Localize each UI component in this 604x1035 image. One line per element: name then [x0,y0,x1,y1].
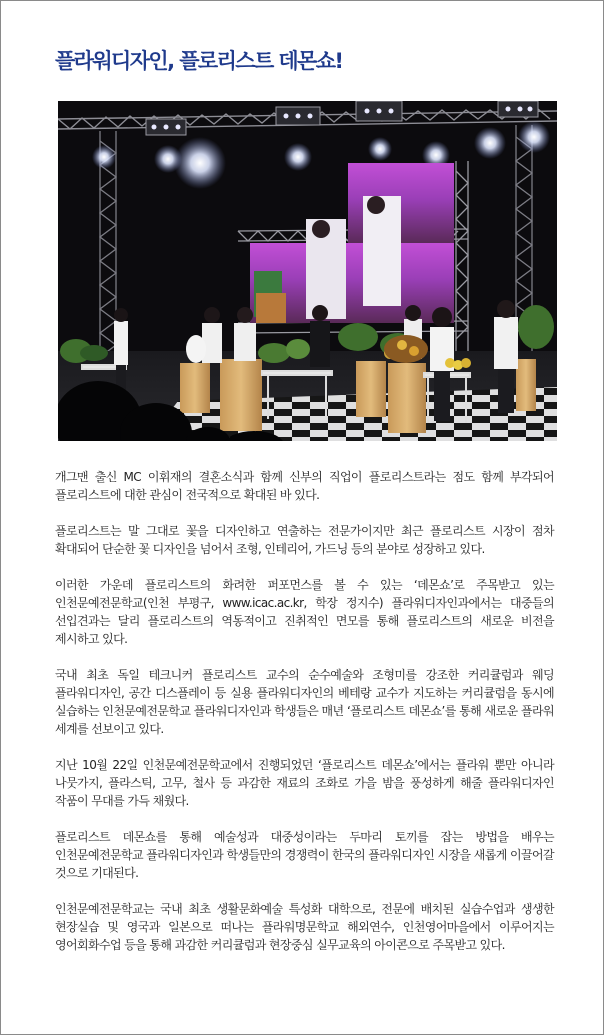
article-paragraph: 개그맨 출신 MC 이휘재의 결혼소식과 함께 신부의 직업이 플로리스트라는 점도 함께 부각되어 플로리스트에 대한 관심이 전국적으로 확대된 바 있다. [55,470,554,502]
stage-photo [58,101,557,441]
article-title: 플라워디자인, 플로리스트 데몬쇼! [55,49,343,73]
article-paragraph: 지난 10월 22일 인천문예전문학교에서 진행되었던 ‘플로리스트 데몬쇼’에서는 플라워 뿐만 아니라 나뭇가지, 플라스틱, 고무, 철사 등 과감한 재료의 조화로 가을 밤을 풍성하게 해줄 플라워디자인 작품이 무대를 가득 채웠다. [55,758,554,808]
article-paragraph: 플로리스트 데몬쇼를 통해 예술성과 대중성이라는 두마리 토끼를 잡는 방법을 배우는 인천문예전문학교 플라워디자인과 학생들만의 경쟁력이 한국의 플라워디자인 시장을 새롭게 이끌어갈 것으로 기대된다. [55,830,554,880]
article-body [55,468,554,972]
article-paragraph: 국내 최초 독일 테크니커 플로리스트 교수의 순수예술와 조형미를 강조한 커리큘럼과 웨딩 플라워디자인, 공간 디스플레이 등 실용 플라워디자인의 베테랑 교수가 지도하는 커리큘럼을 동시에 실습하는 인천문예전문학교 플라워디자인과 학생들은 매년 ‘플로리스트 데몬쇼’를 통해 새로운 플라워 세계를 선보이고 있다. [55,668,554,736]
article-paragraph: 플로리스트는 말 그대로 꽃을 디자인하고 연출하는 전문가이지만 최근 플로리스트 시장이 점차 확대되어 단순한 꽃 디자인을 넘어서 조형, 인테리어, 가드닝 등의 분야로 성장하고 있다. [55,524,554,556]
article-paragraph: 인천문예전문학교는 국내 최초 생활문화예술 특성화 대학으로, 전문에 배치된 실습수업과 생생한 현장실습 및 영국과 일본으로 떠나는 플라워명문학교 해외연수, 인천영어마을에서 이루어지는 영어회화수업 등을 통해 과감한 커리큘럼과 현장중심 실무교육의 아이콘으로 주목받고 있다. [55,902,554,952]
article-paragraph: 이러한 가운데 플로리스트의 화려한 퍼포먼스를 볼 수 있는 ‘데몬쇼’로 주목받고 있는 인천문예전문학교(인천 부평구, www.icac.ac.kr, 학장 정지수) 플라워디자인과에서는 대중들의 선입견과는 달리 플로리스트의 역동적이고 진취적인 면모를 통해 플로리스트의 새로운 비전을 제시하고 있다. [55,578,554,646]
